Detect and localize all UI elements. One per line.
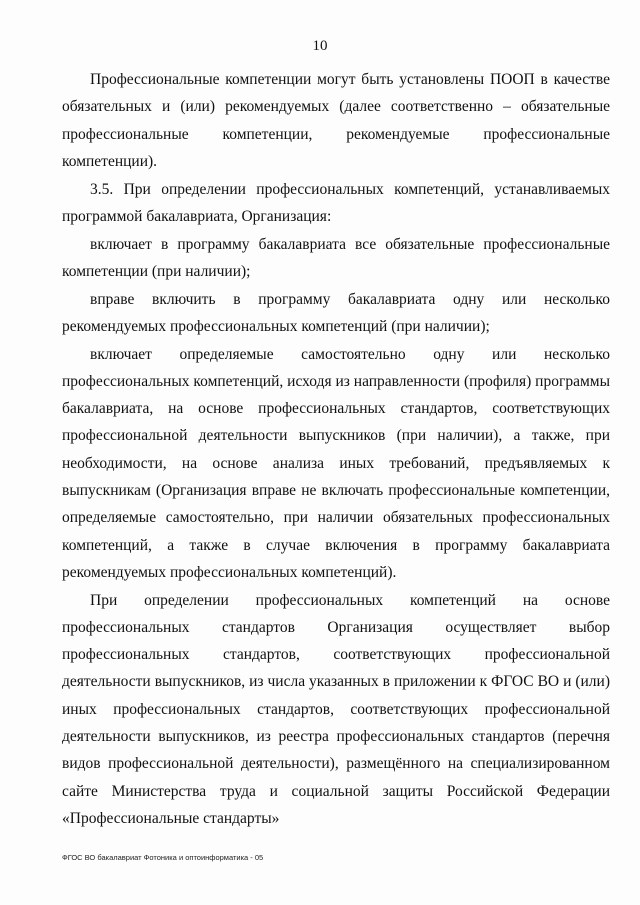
paragraph-includes-mandatory: включает в программу бакалавриата все обязательные профессиональные компетенции (при наличии); xyxy=(62,235,610,280)
paragraph-competencies-established: Профессиональные компетенции могут быть установлены ПООП в качестве обязательных и (или) рекомендуемых (далее соответственно – обязательные профессиональные компетенции, рекомендуемые профессиональные компетенции). xyxy=(62,71,610,170)
paragraph-may-include-recommended: вправе включить в программу бакалавриата одну или несколько рекомендуемых профессиональных компетенций (при наличии); xyxy=(62,290,610,335)
paragraph-3-5-heading: 3.5. При определении профессиональных компетенций, устанавливаемых программой бакалавриата, Организация: xyxy=(62,180,610,225)
document-body xyxy=(62,66,610,832)
page-number: 10 xyxy=(312,38,328,54)
paragraph-professional-standards: При определении профессиональных компетенций на основе профессиональных стандартов Организация осуществляет выбор профессиональных стандартов, соответствующих профессиональной деятельности выпускников, из числа указанных в приложении к ФГОС ВО и (или) иных профессиональных стандартов, соответствующих профессиональной деятельности выпускников, из реестра профессиональных стандартов (перечня видов профессиональной деятельности), размещённого на специализированном сайте Министерства труда и социальной защиты Российской Федерации «Профессиональные стандарты» xyxy=(62,591,610,827)
document-footer: ФГОС ВО бакалавриат Фотоника и оптоинформатика - 05 xyxy=(62,853,264,862)
paragraph-includes-self-defined: включает определяемые самостоятельно одну или несколько профессиональных компетенций, исходя из направленности (профиля) программы бакалавриата, на основе профессиональных стандартов, соответствующих профессиональной деятельности выпускников (при наличии), а также, при необходимости, на основе анализа иных требований, предъявляемых к выпускникам (Организация вправе не включать профессиональные компетенции, определяемые самостоятельно, при наличии обязательных профессиональных компетенций, а также в случае включения в программу бакалавриата рекомендуемых профессиональных компетенций). xyxy=(62,345,610,581)
